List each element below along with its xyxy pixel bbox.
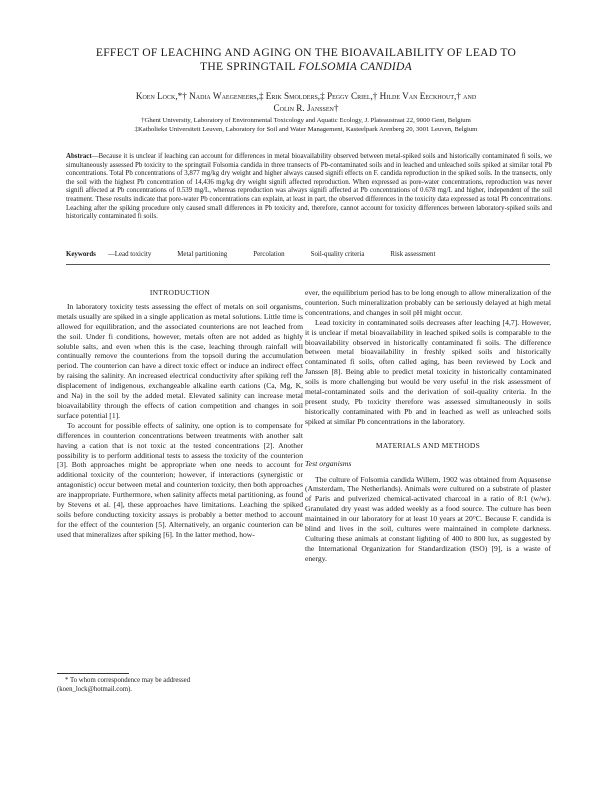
methods-paragraph-1: The culture of Folsomia candida Willem, 1902 was obtained from Aquasense (Amsterdam, The Netherlands). Animals were cultured on a substrate of plaster of Paris and pulverized chemical-activated charcoal in a ratio of 8:1 (w/w). Granulated dry yeast was added weekly as a food source. The culture has been maintained in our laboratory for at least 10 years at 20°C. Because F. candida is blind and lives in the soil, cultures were maintained in complete darkness. Culturing these animals at constant lighting of 400 to 800 lux, as suggested by the International Organization for Standardization (ISO) [9], is a waste of energy. <box>305 474 551 563</box>
intro-paragraph-3: ever, the equilibrium period has to be long enough to allow mineralization of the counterion. Such mineralization probably can be seriously delayed at high metal concentrations, and changes in soil pH might occur. <box>305 288 551 317</box>
title-line-2-prefix: THE SPRINGTAIL <box>200 60 299 73</box>
title-line-1: EFFECT OF LEACHING AND AGING ON THE BIOAVAILABILITY OF LEAD TO <box>95 46 517 59</box>
affiliations <box>56 117 556 134</box>
keyword-item: Percolation <box>253 251 285 258</box>
abstract <box>66 153 552 222</box>
keyword-item: Risk assessment <box>390 251 436 258</box>
paper-title <box>56 46 556 74</box>
keywords-label: Keywords <box>66 251 96 258</box>
footnote-divider <box>57 673 129 674</box>
column-right <box>305 288 551 564</box>
footnote-email: (koen_lock@hotmail.com). <box>57 686 132 693</box>
abstract-label: Abstract <box>66 153 92 160</box>
affiliation-leuven: ‡Katholieke Universiteit Leuven, Laboratory for Soil and Water Management, Kasteelpark Arenberg 20, 3001 Leuven, Belgium <box>134 125 478 133</box>
intro-paragraph-1: In laboratory toxicity tests assessing the effect of metals on soil organisms, metals usually are spiked in a single application as metal solutions. Little time is allowed for equilibration, and the associated counterions are not leached from the soil. Under fi conditions, however, metals often are not added as highly soluble salts, and even when this is the case, leaching through rainfall will continually remove the counterions from the topsoil during the accumulation period. The counterion can have a direct toxic effect or induce an indirect effect by raising the salinity. An increased electrical conductivity after spiking refl the displacement of indigenous, exchangeable alkaline earth cations (Ca, Mg, K, and Na) in the soil by the added metal. Elevated salinity can increase metal bioavailability through the effects of cation competition and changes in soil surface potential [1]. <box>57 301 303 420</box>
keyword-item: Metal partitioning <box>177 251 228 258</box>
authors-line-2: Colin R. Janssen† <box>273 103 339 113</box>
author-list <box>56 90 556 114</box>
subsection-heading-test-organisms: Test organisms <box>305 458 352 468</box>
intro-paragraph-4: Lead toxicity in contaminated soils decreases after leaching [4,7]. However, it is unclear if metal bioavailability in leached spiked soils is comparable to the bioavailability observed in historically contaminated fi soils. The difference between metal bioavailability in freshly spiked soils and historically contaminated fi soils, often called aging, has been reviewed by Lock and Janssen [8]. Being able to predict metal toxicity in historically contaminated soils is more challenging but would be very useful in the risk assessment of metal-contaminated soils and the derivation of soil-quality criteria. In the present study, Pb toxicity therefore was assessed simultaneously in soils historically contaminated with Pb and in leached as well as unleached soils spiked at similar Pb concentrations in the laboratory. <box>305 317 551 426</box>
abstract-text: —Because it is unclear if leaching can account for differences in metal bioavailability observed between metal-spiked soils and historically contaminated fi soils, we simultaneously assessed Pb toxicity to the springtail Folsomia candida in three transects of Pb-contaminated soils and in leached and unleached soils spiked at similar total Pb concentrations. Total Pb concentrations of 3,877 mg/kg dry weight and higher always caused signifi effects on F. candida reproduction in the spiked soils. In the transects, only the soil with the highest Pb concentration of 14,436 mg/kg dry weight signifi affected reproduction. When expressed as pore-water concentrations, reproduction was never signifi affected at Pb concentrations of 0.539 mg/L, whereas reproduction was always signifi affected at Pb concentrations of 0.678 mg/L and higher, independent of the soil treatment. These results indicate that pore-water Pb concentrations can explain, at least in part, the observed differences in the toxicity data expressed as total Pb concentrations. Leaching after the spiking procedure only caused small differences in Pb toxicity and, therefore, cannot account for toxicity differences between laboratory-spiked soils and historically contaminated fi soils. <box>66 153 552 221</box>
section-heading-methods: MATERIALS AND METHODS <box>375 440 481 450</box>
column-left <box>57 288 303 540</box>
title-line-2 <box>56 60 556 74</box>
affiliation-ghent: †Ghent University, Laboratory of Environmental Toxicology and Aquatic Ecology, J. Plateaustraat 22, 9000 Gent, Belgium <box>141 117 471 124</box>
authors-line-1: Koen Lock,*† Nadia Waegeneers,‡ Erik Smolders,‡ Peggy Criel,† Hilde Van Eeckhout,† and <box>135 91 477 101</box>
title-species: FOLSOMIA CANDIDA <box>298 60 412 73</box>
keyword-item: —Lead toxicity <box>107 251 152 258</box>
footnote <box>57 676 303 694</box>
footnote-line-1: * To whom correspondence may be addressed <box>65 677 191 684</box>
intro-paragraph-2: To account for possible effects of salinity, one option is to compensate for differences in counterion concentrations between treatments with another salt having a cation that is not toxic at the tested concentrations [2]. Another possibility is to perform additional tests to assess the toxicity of the counterion [3]. Both approaches might be appropriate when one needs to account for additional toxicity of the counterion; however, if interactions (synergistic or antagonistic) occur between metal and counterion toxicity, then both approaches are inappropriate. Furthermore, when salinity affects metal partitioning, as found by Stevens et al. [4], these approaches have limitations. Leaching the spiked soils before conducting toxicity assays is probably a better method to account for the effect of the counterion [5]. Alternatively, an organic counterion can be used that mineralizes after spiking [6]. In the latter method, how- <box>57 420 303 539</box>
header-divider <box>66 264 550 265</box>
section-heading-introduction: INTRODUCTION <box>149 288 211 297</box>
keyword-item: Soil-quality criteria <box>310 251 365 258</box>
keywords <box>66 251 552 258</box>
